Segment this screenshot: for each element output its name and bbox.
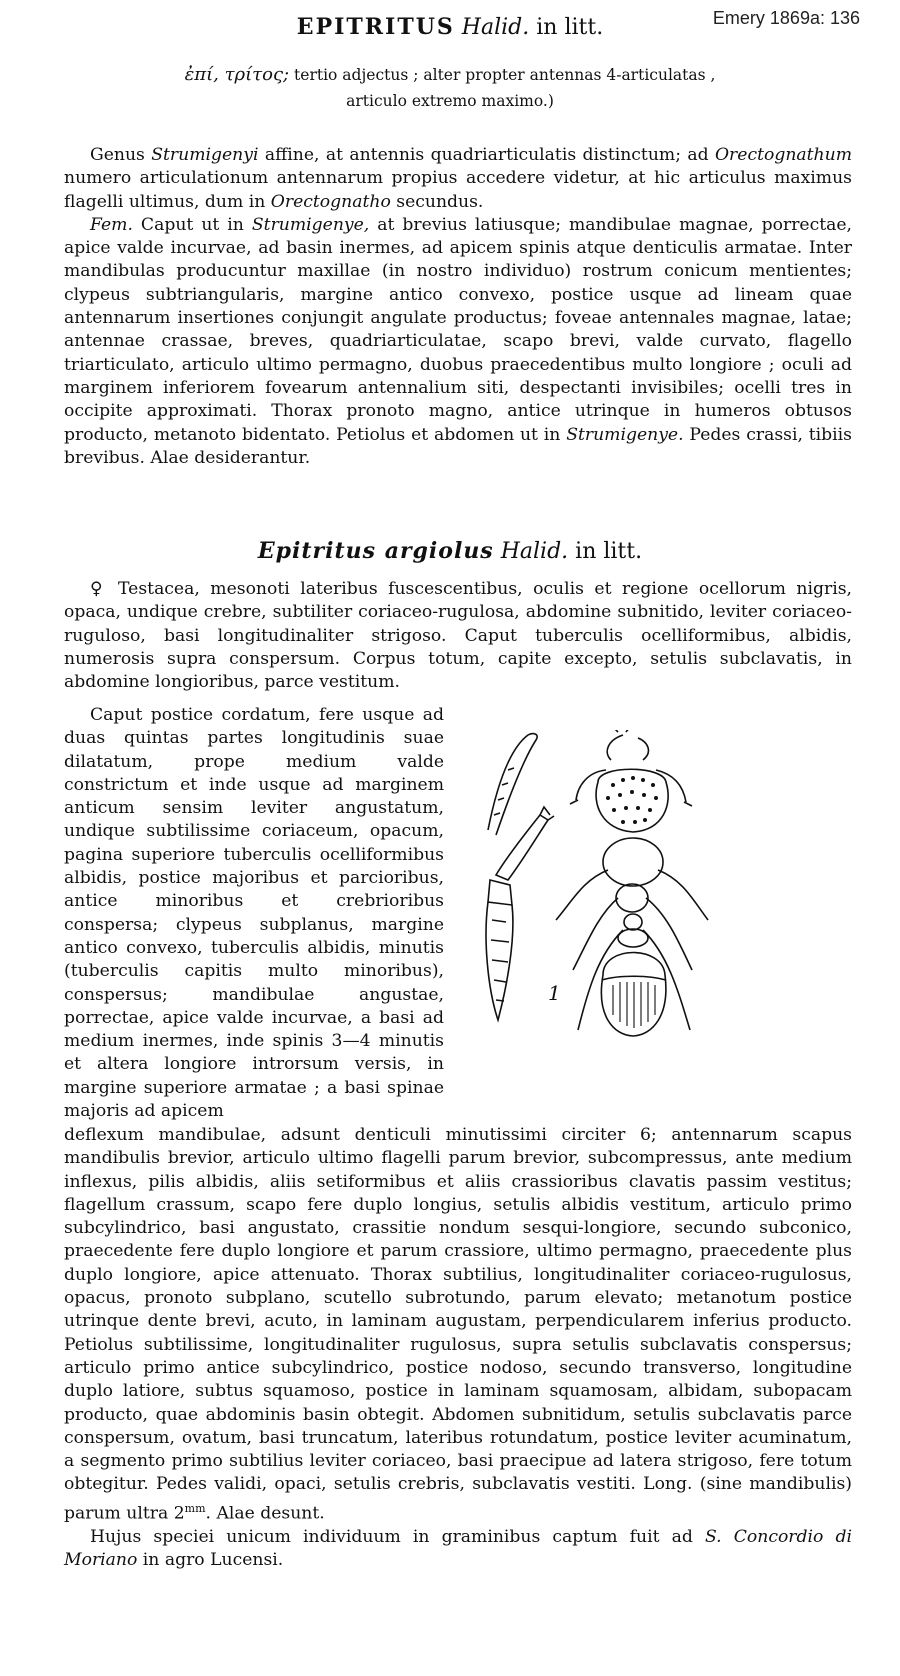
genus-paragraph	[64, 144, 852, 214]
species-note: in litt.	[575, 539, 643, 564]
text-run: . Alae desunt.	[205, 1503, 325, 1524]
etymology	[70, 62, 830, 114]
taxon-name: Orectognathum	[714, 145, 852, 165]
species-name: Epitritus argiolus	[257, 538, 494, 564]
genus-name: EPITRITUS	[296, 14, 455, 40]
text-run: deflexum mandibulae, adsunt denticuli minutissimi circiter 6; antennarum scapus mandibulis brevior, articulo ultimo flagelli parum brevior, subcompressus, ante medium inflexus, pilis albidis, aliis setiformibus et aliis crassioribus clavatis passim vestitus; flagellum crassum, scapo fere duplo longius, setulis albidis vestitum, articulo primo subcylindrico, basi angustato, crassitie nondum sesqui-longiore, secundo subconico, praecedente fere duplo longiore et parum crassiore, ultimo permagno, praecedente plus duplo longiore, apice attenuato. Thorax subtilius, longitudinaliter coriaceo-rugulosus, opacus, pronoto subplano, scutello subrotundo, parum elevato; metanotum postice utrinque dente brevi, acuto, in laminam augustam, perpendicularem inferius producto. Petiolus subtilissime, longitudinaliter rugulosus, supra setulis subclavatis conspersus; articulo primo antice subcylindrico, postice nodoso, secundo transverso, longitudine duplo latiore, subtus squamoso, postice in laminam squamosam, albidam, subopacam producto, quae abdominis basin obtegit. Abdomen subnitidum, setulis subclavatis parce conspersum, ovatum, basi truncatum, lateribus rotundatum, postice leviter acuminatum, a segmento primo subtilius leviter coriaceo, basi praecipue ad latera strigoso, fere totum obtegitur. Pedes validi, opaci, setulis crebris, subclavatis vestiti. Long. (sine mandibulis) parum ultra 2	[64, 1125, 852, 1524]
taxon-name: Strumigenyi	[151, 145, 259, 165]
genus-note: in litt.	[536, 15, 604, 40]
species-intro-paragraph: ♀ Testacea, mesonoti lateribus fuscescentibus, oculis et regione ocellorum nigris, opaca, undique crebre, subtiliter coriaceo-rugulosa, abdomine subnitido, leviter coriaceo-ruguloso, basi longitudinaliter strigoso. Caput tuberculis ocelliformibus, albidis, numerosis supra conspersum. Corpus totum, capite excepto, setulis subclavatis, in abdomine longioribus, parce vestitum.	[64, 579, 852, 693]
text-run: at brevius latiusque; mandibulae magnae, porrectae, apice valde incurvae, ad basin inermes, ad apicem spinis atque denticulis armatae. Inter mandibulas producuntur maxillae (in nostro individuo) rostrum conicum mentientes; clypeus subtriangularis, margine antico convexo, postice usque ad lineam quae antennarum insertiones conjungit angulate productus; foveae antennales magnae, latae; antennae crassae, breves, quadriarticulatae, scapo brevi, valde curvato, flagello triarticulato, articulo ultimo permagno, duobus praecedentibus multo longiore ; oculi ad marginem inferiorem fovearum antennalium siti, despectanti invisibiles; ocelli tres in occipite approximati. Thorax pronoto magno, antice utrinque in humeros obtusos producto, metanoto bidentato. Petiolus et abdomen ut in	[64, 214, 852, 445]
continued-description	[64, 1124, 852, 1572]
citation: Emery 1869a: 136	[712, 8, 860, 28]
etymology-line2: articulo extremo maximo.)	[346, 92, 554, 110]
text-run: Hujus speciei unicum individuum in graminibus captum fuit ad	[90, 1526, 706, 1547]
etymology-line1: tertio adjectus ; alter propter antennas 4-articulatas ,	[294, 66, 716, 84]
genus-description	[64, 144, 852, 470]
figure-label: 1	[548, 981, 561, 1005]
genus-title	[0, 14, 900, 40]
final-paragraph	[64, 1526, 852, 1573]
text-run: secundus.	[390, 191, 484, 212]
species-intro	[64, 578, 852, 694]
text-run: affine, at antennis quadriarticulatis distinctum; ad	[258, 145, 715, 165]
ant-illustration-icon	[478, 730, 858, 1090]
taxon-name: Orectognatho	[270, 191, 391, 212]
column-text	[64, 704, 444, 1123]
measure-unit: mm	[184, 1501, 206, 1515]
text-run: in agro Lucensi.	[137, 1550, 284, 1571]
taxon-name: Strumigenye.	[566, 424, 684, 445]
text-run: Genus	[90, 145, 152, 165]
species-title	[0, 538, 900, 564]
locality: S. Concordio di Moriano	[64, 1526, 852, 1571]
taxon-name: Strumigenye,	[251, 214, 370, 235]
female-paragraph	[64, 214, 852, 470]
female-label: Fem.	[90, 214, 133, 235]
species-author: Halid.	[500, 539, 569, 564]
text-run: Caput ut in	[132, 214, 252, 235]
text-run: Pedes crassi, tibiis brevibus. Alae desiderantur.	[64, 424, 852, 468]
text-run: numero articulationum antennarum propius accedere videtur, at hic articulus maximus flagelli ultimus, dum in	[64, 168, 852, 212]
etymology-greek: ἐπί, τρίτος;	[184, 64, 290, 85]
head-description: Caput postice cordatum, fere usque ad duas quintas partes longitudinis suae dilatatum, prope medium valde constrictum et inde usque ad marginem anticum sensim leviter angustatum, undique subtilissime coriaceum, opacum, pagina superiore tuberculis ocelliformibus albidis, postice majoribus et parcioribus, antice minoribus et crebrioribus conspersa; clypeus subplanus, margine antico convexo, tuberculis albidis, minutis (tuberculis capitis multo minoribus), conspersus; mandibulae angustae, porrectae, apice valde incurvae, a basi ad medium inermes, inde spinis 3—4 minutis et altera longiore introrsum versis, in margine superiore armatae ; a basi spinae majoris ad apicem	[64, 705, 444, 1122]
genus-author: Halid.	[461, 15, 530, 40]
ant-figure	[478, 730, 858, 1090]
continued-paragraph	[64, 1124, 852, 1526]
